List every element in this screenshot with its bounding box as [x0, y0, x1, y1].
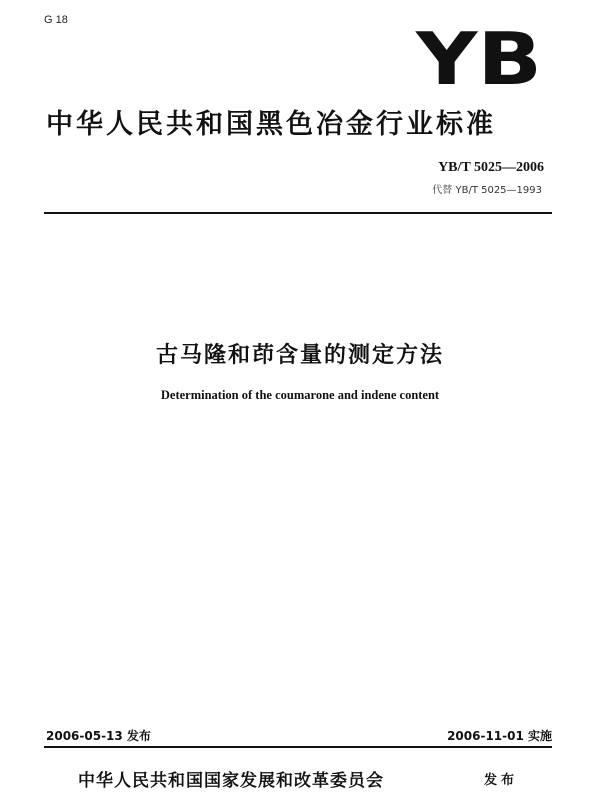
organization-title: 中华人民共和国黑色冶金行业标准 [46, 109, 496, 140]
issuer-suffix: 发布 [484, 773, 519, 788]
footer-divider [44, 746, 552, 748]
yb-logo [414, 26, 544, 88]
standard-number: YB/T 5025—2006 [438, 160, 544, 175]
document-title-english: Determination of the coumarone and indene content [160, 388, 440, 402]
issue-date: 2006-05-13 发布 [46, 729, 151, 743]
implementation-date: 2006-11-01 实施 [447, 729, 552, 743]
replaces-standard: 代替 YB/T 5025—1993 [432, 185, 542, 196]
classification-code: G 18 [44, 14, 68, 26]
header-divider [44, 212, 552, 214]
document-title-chinese: 古马隆和茚含量的测定方法 [155, 343, 444, 368]
issuing-authority: 中华人民共和国国家发展和改革委员会 [78, 771, 384, 791]
yb-logo-text: YB [414, 26, 542, 88]
